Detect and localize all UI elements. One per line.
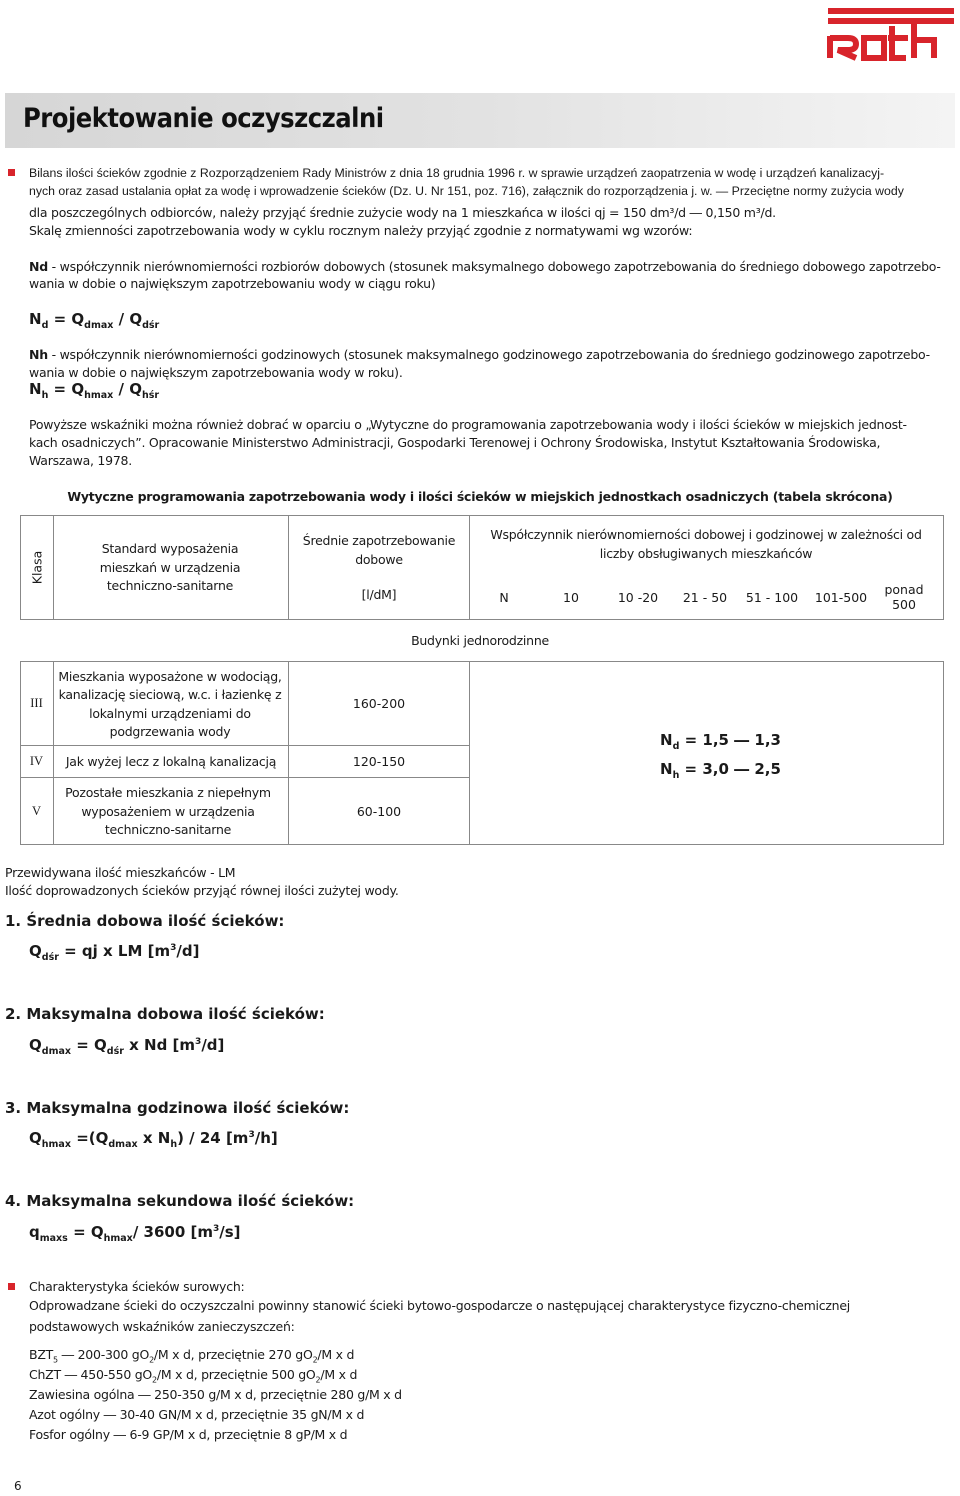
- lm-line-2: Ilość doprowadzonych ścieków przyjąć równej ilości zużytej wody.: [5, 883, 399, 898]
- row-standard: Pozostałe mieszkania z niepełnym wyposażeniem w urządzenia techniczno-sanitarne: [65, 785, 271, 837]
- range-n: N: [499, 589, 509, 605]
- nd-value: $N_d = 1,5$ ― 1,3: [660, 731, 781, 752]
- divider: [288, 515, 289, 620]
- row-klasa: III: [30, 695, 43, 710]
- range-row: [470, 574, 943, 620]
- note-line-2: kach osadniczych”. Opracowanie Ministerstwo Administracji, Gospodarki Terenowej i Ochrony Środowiska, Instytut Kształtowania Środowiska,: [29, 435, 881, 450]
- row-value: 120-150: [352, 754, 406, 769]
- intro-line-2: nych oraz zasad ustalania opłat za wodę i wprowadzenie ścieków (Dz. U. Nr 151, poz. 716), załącznik do rozporządzenia j. w. ― Przeciętne normy zużycia wody: [29, 184, 904, 198]
- table-title: Wytyczne programowania zapotrzebowania wody i ilości ścieków w miejskich jednostkach osadniczych (tabela skrócona): [67, 489, 893, 504]
- row-value: 160-200: [352, 695, 406, 711]
- row-klasa: V: [31, 804, 42, 818]
- column-header-standard: Standard wyposażenia mieszkań w urządzenia techniczno-sanitarne: [99, 541, 241, 593]
- range-cell: 10: [563, 589, 579, 605]
- characteristics-line-1: Odprowadzane ścieki do oczyszczalni powinny stanowić ścieki bytowo-gospodarcze o następującej charakterystyce fizyczno-chemicznej: [29, 1298, 851, 1313]
- row-standard: Jak wyżej lecz z lokalną kanalizacją: [65, 754, 277, 769]
- range-cell: 10 -20: [617, 589, 659, 605]
- row-value: 60-100: [356, 804, 402, 819]
- note-line-1: Powyższe wskaźniki można również dobrać w oparciu o „Wytyczne do programowania zapotrzebowania wody i ilości ścieków w miejskich jednost-: [29, 417, 907, 432]
- section-3-title: 3. Maksymalna godzinowa ilość ścieków:: [5, 1099, 350, 1117]
- intro-line-4: Skalę zmienności zapotrzebowania wody w cyklu rocznym należy przyjąć zgodnie z normatywami wg wzorów:: [29, 223, 693, 238]
- note-line-3: Warszawa, 1978.: [29, 453, 132, 468]
- section-4-title: 4. Maksymalna sekundowa ilość ścieków:: [5, 1192, 355, 1210]
- page-number: 6: [14, 1479, 22, 1493]
- roth-logo: [826, 6, 958, 62]
- title-bar: [5, 93, 955, 148]
- section-1-formula: $Q_{dśr}$ = qj x LM $[m^3/d]$: [29, 942, 200, 963]
- characteristics-item-fosfor: Fosfor ogólny ― 6-9 GP/M x d, przeciętnie 8 gP/M x d: [29, 1427, 348, 1442]
- range-cell: 21 - 50: [682, 589, 728, 605]
- section-1-title: 1. Średnia dobowa ilość ścieków:: [5, 912, 285, 930]
- bullet-marker: [8, 169, 15, 176]
- section-4-formula: $q_{maxs} = Q_{hmax}/$ 3600 $[m^3/s]$: [29, 1223, 241, 1244]
- bullet-marker: [8, 1283, 15, 1290]
- nd-formula: $N_d = Q_{dmax} / Q_{dśr}$: [29, 310, 160, 331]
- lm-line-1: Przewidywana ilość mieszkańców - LM: [5, 865, 236, 880]
- nh-value: $N_h = 3,0$ ― 2,5: [660, 760, 781, 781]
- section-3-formula: $Q_{hmax} =(Q_{dmax}$ x $N_h) / 24$ $[m^3/h]$: [29, 1129, 278, 1150]
- column-header-klasa: Klasa: [29, 550, 45, 585]
- section-2-formula: $Q_{dmax} = Q_{dśr}$ x Nd $[m^3/d]$: [29, 1036, 225, 1057]
- row-standard: Mieszkania wyposażone w wodociąg, kanalizację sieciową, w.c. i łazienkę z lokalnymi urządzeniami do podgrzewania wody: [58, 669, 282, 739]
- range-cell: 51 - 100: [745, 589, 799, 605]
- range-cell: 101-500: [814, 589, 868, 605]
- nh-definition-line-1: Nh - współczynnik nierównomierności godzinowych (stosunek maksymalnego godzinowego zapotrzebowania do średniego godzinowego zapotrzebo-: [29, 347, 930, 362]
- characteristics-item-bzt: $BZT_5$ ― 200-300 $gO_2/M$ x d, przeciętnie 270 $gO_2/M$ x d: [29, 1347, 355, 1365]
- column-header-srednie-unit: [l/dM]: [361, 587, 397, 602]
- nd-definition-line-1: Nd - współczynnik nierównomierności rozbiorów dobowych (stosunek maksymalnego dobowego zapotrzebowania do średniego dobowego zapotrzebo-: [29, 259, 941, 274]
- nd-definition-line-2: wania w dobie o największym zapotrzebowaniu wody w ciągu roku): [29, 276, 436, 291]
- row-klasa: IV: [29, 754, 44, 768]
- characteristics-line-2: podstawowych wskaźników zanieczyszczeń:: [29, 1319, 295, 1334]
- column-header-wspolczynnik: Współczynnik nierównomierności dobowej i godzinowej w zależności od liczby obsługiwanych mieszkańców: [490, 527, 922, 561]
- section-2-title: 2. Maksymalna dobowa ilość ścieków:: [5, 1005, 325, 1023]
- range-cell: ponad 500: [884, 582, 924, 612]
- nh-formula: $N_h = Q_{hmax} / Q_{hśr}$: [29, 380, 160, 401]
- table-section-label: Budynki jednorodzinne: [411, 633, 549, 648]
- page-title: Projektowanie oczyszczalni: [23, 103, 384, 134]
- characteristics-item-azot: Azot ogólny ― 30-40 GN/M x d, przeciętnie 35 gN/M x d: [29, 1407, 365, 1422]
- column-header-srednie: Średnie zapotrzebowanie dobowe: [302, 533, 456, 567]
- divider: [469, 661, 470, 845]
- characteristics-item-chzt: ChZT ― 450-550 $gO_2/M$ x d, przeciętnie 500 $gO_2/M$ x d: [29, 1367, 358, 1385]
- characteristics-item-zawiesina: Zawiesina ogólna ― 250-350 g/M x d, przeciętnie 280 g/M x d: [29, 1387, 402, 1402]
- intro-line-1: Bilans ilości ścieków zgodnie z Rozporządzeniem Rady Ministrów z dnia 18 grudnia 1996 r. w sprawie urządzeń zaopatrzenia w wodę i urządzeń kanalizacyj-: [29, 166, 885, 180]
- divider: [53, 515, 54, 620]
- nh-definition-line-2: wania w dobie o największym zapotrzebowania wody w roku).: [29, 365, 403, 380]
- intro-line-3: dla poszczególnych odbiorców, należy przyjąć średnie zużycie wody na 1 mieszkańca w ilości qj = 150 dm³/d ― 0,150 m³/d.: [29, 205, 776, 220]
- characteristics-title: Charakterystyka ścieków surowych:: [29, 1279, 245, 1294]
